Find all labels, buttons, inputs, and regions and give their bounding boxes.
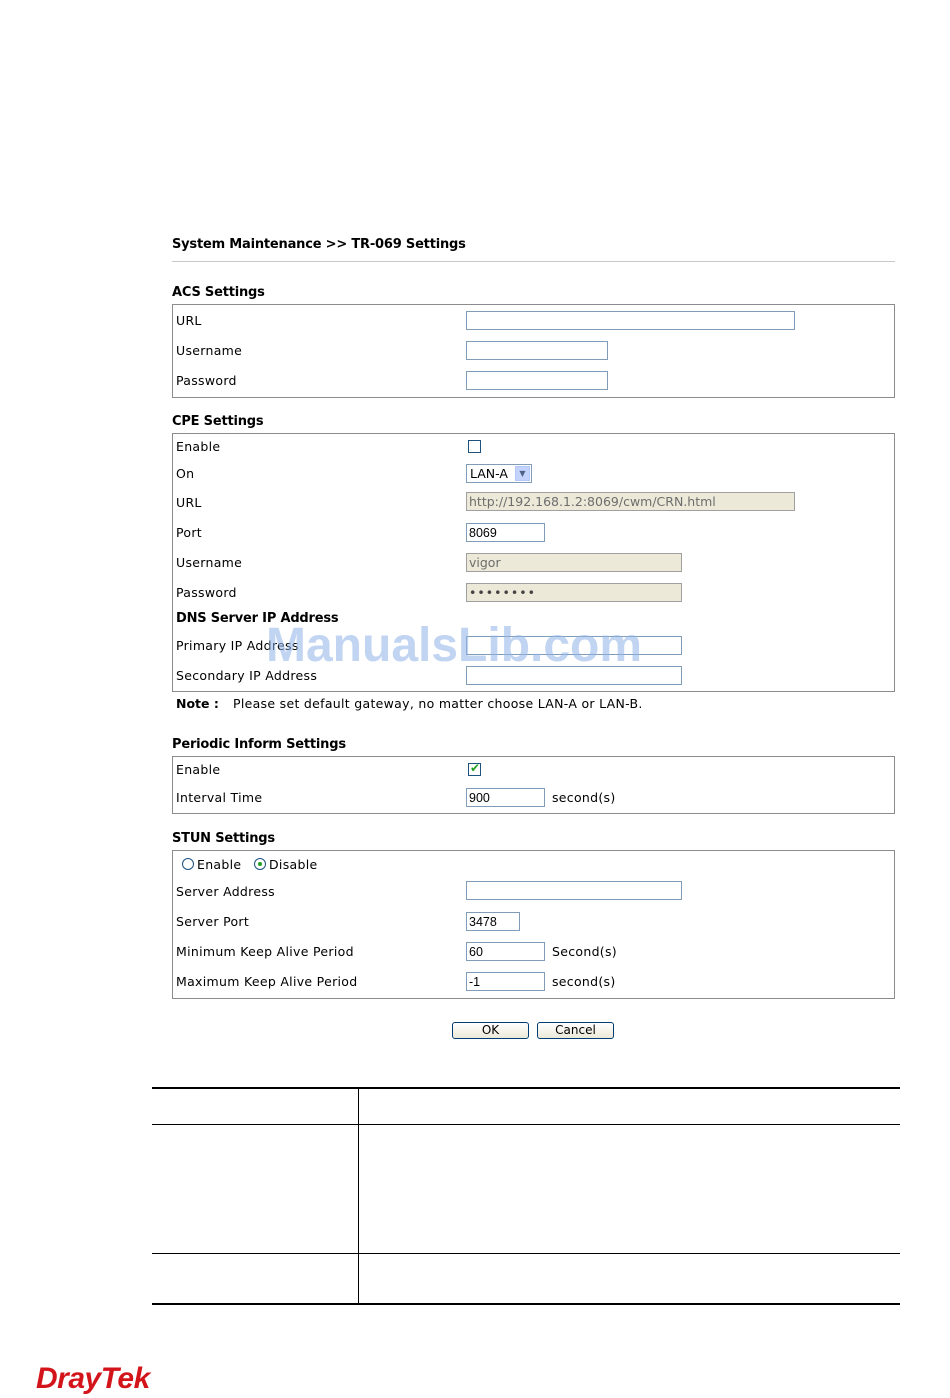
watermark-text: ManualsLib.com (266, 619, 643, 672)
acs-username-input[interactable] (466, 341, 608, 360)
chevron-down-icon: ▼ (515, 466, 530, 481)
acs-url-input[interactable] (466, 311, 795, 330)
periodic-enable-label: Enable (176, 762, 221, 777)
primary-ip-label: Primary IP Address (176, 638, 299, 653)
cpe-url-label: URL (176, 495, 202, 510)
title-divider (172, 261, 895, 262)
server-port-input[interactable] (466, 912, 520, 931)
periodic-enable-checkbox[interactable] (468, 763, 481, 776)
cpe-interface-value: LAN-A (470, 466, 508, 481)
cpe-url-field: http://192.168.1.2:8069/cwm/CRN.html (466, 492, 795, 511)
page-title: System Maintenance >> TR-069 Settings (172, 237, 466, 252)
min-keep-alive-label: Minimum Keep Alive Period (176, 944, 354, 959)
interval-time-input[interactable] (466, 788, 545, 807)
acs-username-label: Username (176, 343, 243, 358)
acs-password-input[interactable] (466, 371, 608, 390)
cpe-password-label: Password (176, 585, 237, 600)
min-keep-alive-unit: Second(s) (552, 944, 617, 959)
stun-disable-label: Disable (269, 857, 318, 872)
draytek-logo: DrayTek (36, 1362, 150, 1395)
cpe-enable-label: Enable (176, 439, 221, 454)
max-keep-alive-unit: second(s) (552, 974, 616, 989)
table-header-rule (152, 1124, 900, 1125)
stun-disable-radio[interactable] (254, 858, 266, 870)
acs-section-title: ACS Settings (172, 285, 265, 300)
cpe-username-field: vigor (466, 553, 682, 572)
interval-unit: second(s) (552, 790, 616, 805)
acs-url-label: URL (176, 313, 202, 328)
stun-enable-radio[interactable] (182, 858, 194, 870)
table-bottom-rule (152, 1303, 900, 1305)
note-text: Please set default gateway, no matter choose LAN-A or LAN-B. (233, 696, 643, 711)
interval-time-label: Interval Time (176, 790, 263, 805)
server-address-input[interactable] (466, 881, 682, 900)
max-keep-alive-label: Maximum Keep Alive Period (176, 974, 358, 989)
table-row-rule (152, 1253, 900, 1254)
table-top-rule (152, 1087, 900, 1089)
cpe-port-label: Port (176, 525, 202, 540)
note-label: Note : (176, 696, 219, 711)
cpe-password-field: •••••••• (466, 583, 682, 602)
stun-enable-label: Enable (197, 857, 242, 872)
cancel-button[interactable]: Cancel (537, 1022, 614, 1039)
cpe-on-label: On (176, 466, 195, 481)
cpe-port-input[interactable] (466, 523, 545, 542)
cpe-enable-checkbox[interactable] (468, 440, 481, 453)
server-address-label: Server Address (176, 884, 275, 899)
cpe-section-title: CPE Settings (172, 414, 264, 429)
cpe-username-label: Username (176, 555, 243, 570)
table-column-divider (358, 1088, 359, 1304)
periodic-section-title: Periodic Inform Settings (172, 737, 346, 752)
min-keep-alive-input[interactable] (466, 942, 545, 961)
dns-server-subtitle: DNS Server IP Address (176, 611, 339, 626)
max-keep-alive-input[interactable] (466, 972, 545, 991)
acs-password-label: Password (176, 373, 237, 388)
cpe-interface-select[interactable] (466, 464, 532, 483)
server-port-label: Server Port (176, 914, 250, 929)
ok-button[interactable]: OK (452, 1022, 529, 1039)
stun-section-title: STUN Settings (172, 831, 275, 846)
secondary-ip-label: Secondary IP Address (176, 668, 318, 683)
